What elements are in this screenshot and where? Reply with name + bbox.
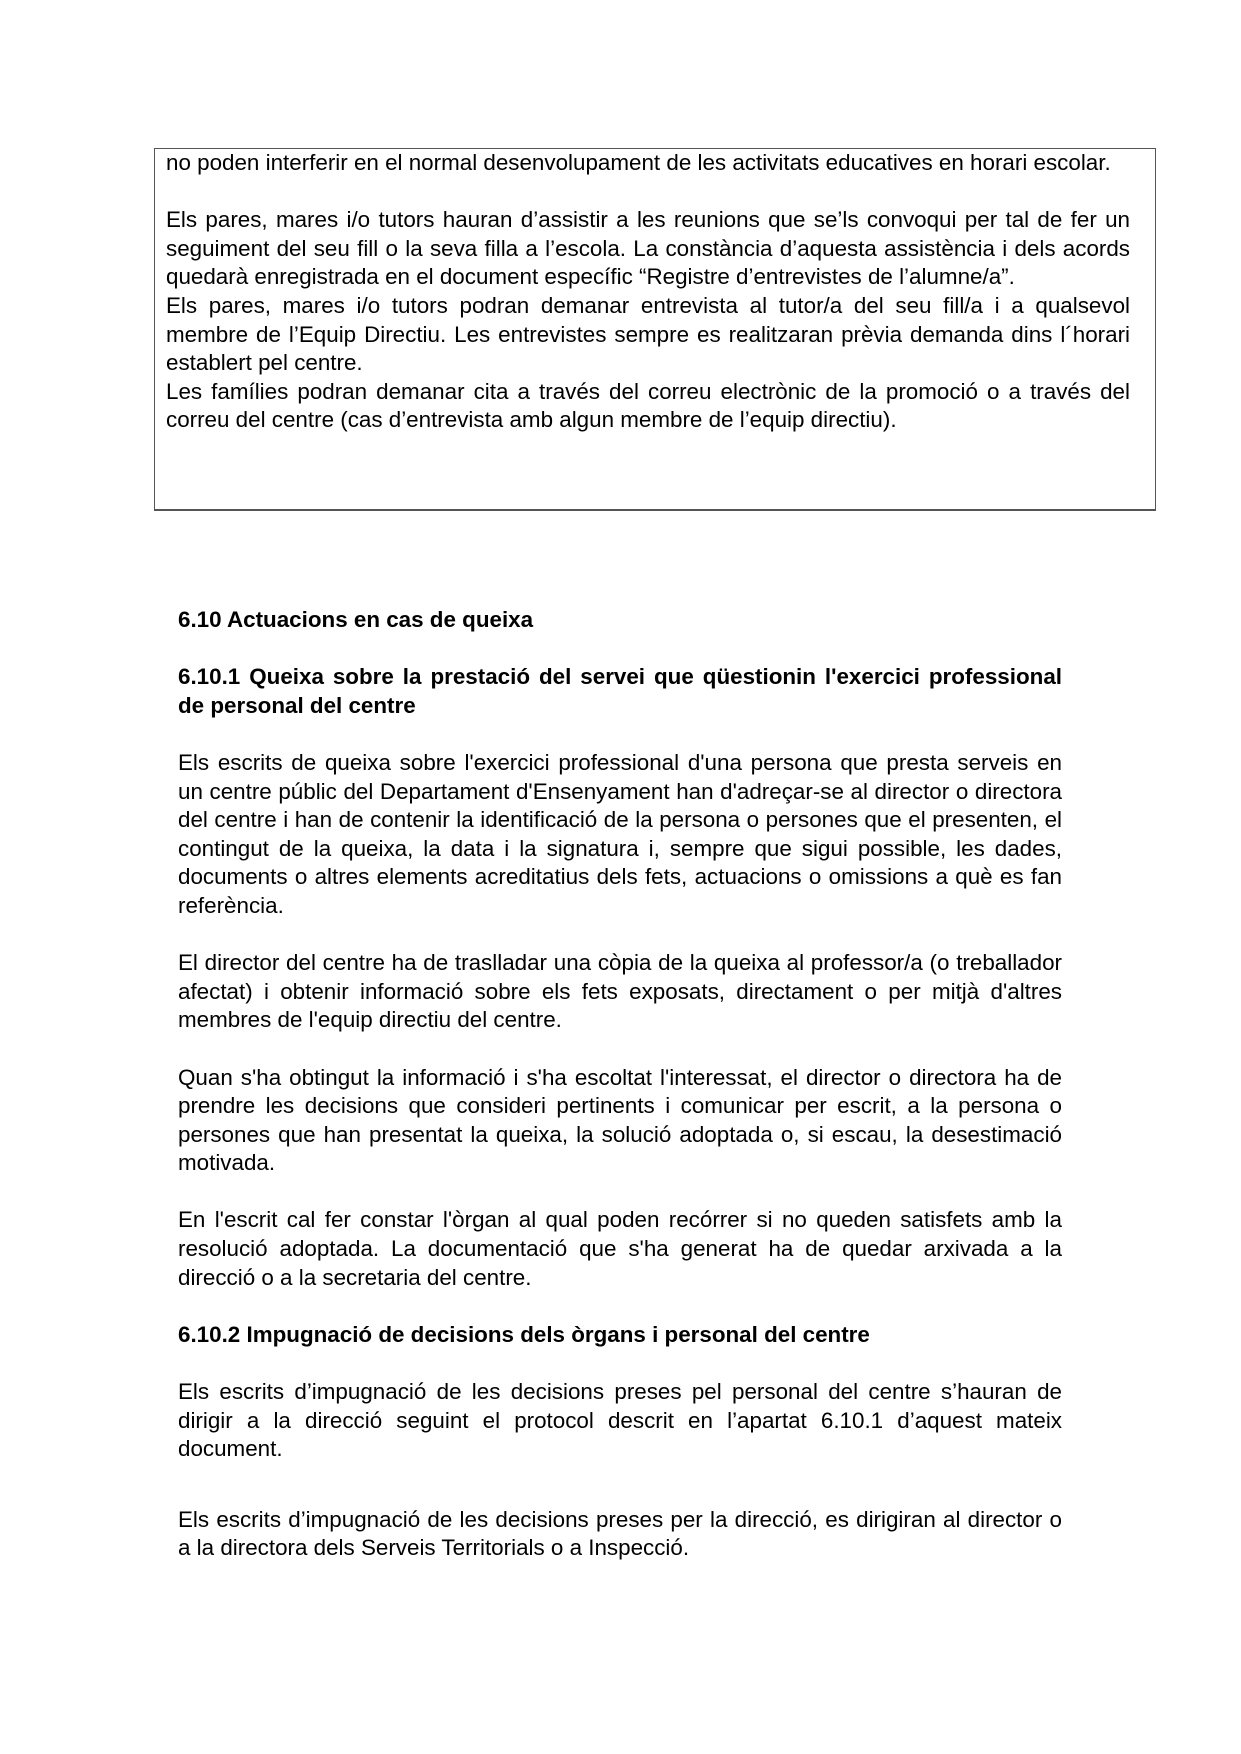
- paragraph: El director del centre ha de traslladar una còpia de la queixa al professor/a (o treballador afectat) i obtenir informació sobre els fets exposats, directament o per mitjà d'altres membres de l'equip directiu del centre.: [178, 950, 1062, 1033]
- paragraph: Quan s'ha obtingut la informació i s'ha escoltat l'interessat, el director o directora ha de prendre les decisions que consideri pertinents i comunicar per escrit, a la persona o persones que han presentat la queixa, la solució adoptada o, si escau, la desestimació motivada.: [178, 1064, 1062, 1176]
- paragraph: Els escrits d’impugnació de les decisions preses per la direcció, es dirigiran al director o a la directora dels Serveis Territorials o a Inspecció.: [178, 1506, 1062, 1561]
- paragraph: En l'escrit cal fer constar l'òrgan al qual poden recórrer si no queden satisfets amb la resolució adoptada. La documentació que s'ha generat ha de quedar arxivada a la direcció o a la secretaria del centre.: [178, 1207, 1062, 1290]
- spacer: [178, 1464, 1062, 1506]
- section-heading: 6.10 Actuacions en cas de queixa: [178, 607, 534, 632]
- bordered-text-box: [154, 148, 1156, 511]
- spacer: [178, 1349, 1062, 1378]
- spacer: [178, 1178, 1062, 1207]
- spacer: [178, 635, 1062, 664]
- box-paragraph: no poden interferir en el normal desenvolupament de les activitats educatives en horari escolar.: [166, 150, 1111, 175]
- subsection-heading-6-10-2: 6.10.2 Impugnació de decisions dels òrgans i personal del centre: [178, 1321, 870, 1347]
- spacer: [178, 921, 1062, 950]
- box-paragraph: Les famílies podran demanar cita a través del correu electrònic de la promoció o a través del correu del centre (cas d’entrevista amb algun membre de l’equip directiu).: [166, 378, 1130, 433]
- spacer: [178, 1035, 1062, 1064]
- spacer: [166, 178, 1130, 207]
- spacer: [178, 1292, 1062, 1321]
- box-paragraph: Els pares, mares i/o tutors hauran d’assistir a les reunions que se’ls convoqui per tal de fer un seguiment del seu fill o la seva filla a l’escola. La constància d’aquesta assistència i dels acords quedarà enregistrada en el document específic “Registre d’entrevistes de l’alumne/a”.: [166, 207, 1130, 290]
- main-content: [178, 606, 1062, 1563]
- box-paragraph: Els pares, mares i/o tutors podran demanar entrevista al tutor/a del seu fill/a i a qualsevol membre de l’Equip Directiu. Les entrevistes sempre es realitzaran prèvia demanda dins l´horari establert pel centre.: [166, 292, 1130, 376]
- paragraph: Els escrits d’impugnació de les decisions preses pel personal del centre s’hauran de dirigir a la direcció seguint el protocol descrit en l’apartat 6.10.1 d’aquest mateix document.: [178, 1379, 1062, 1462]
- spacer: [178, 720, 1062, 749]
- box-content: [166, 149, 1130, 435]
- subsection-heading-6-10-1: 6.10.1 Queixa sobre la prestació del servei que qüestionin l'exercici professional de personal del centre: [178, 664, 1062, 718]
- paragraph: Els escrits de queixa sobre l'exercici professional d'una persona que presta serveis en un centre públic del Departament d'Ensenyament han d'adreçar-se al director o directora del centre i han de contenir la identificació de la persona o persones que el presenten, el contingut de la queixa, la data i la signatura i, sempre que sigui possible, les dades, documents o altres elements acreditatius dels fets, actuacions o omissions a què es fan referència.: [178, 749, 1062, 918]
